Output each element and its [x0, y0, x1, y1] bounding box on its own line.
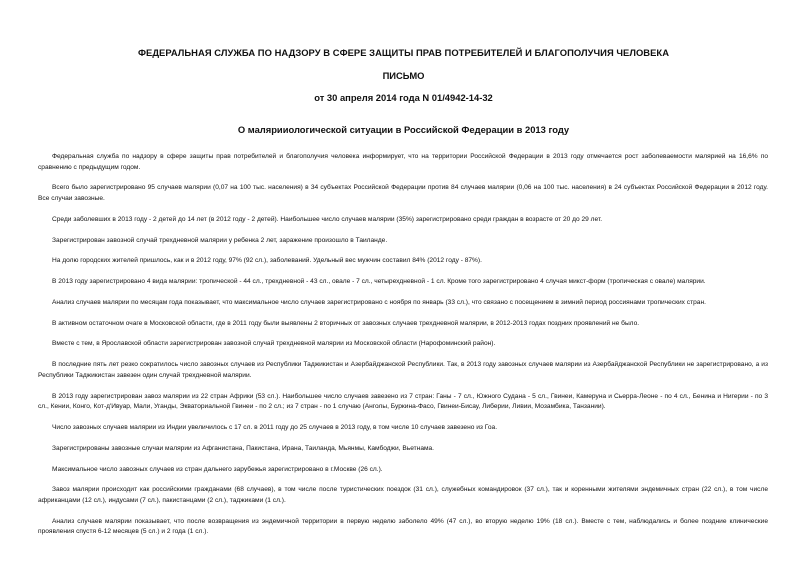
paragraph: Анализ случаев малярии по месяцам года показывает, что максимальное число случаев зарегистрировано с ноября по январь (33 сл.), что связано с посещением в зимний период россиянами тропических стран. — [52, 298, 706, 306]
paragraph: На долю городских жителей пришлось, как и в 2012 году, 97% (92 сл.), заболеваний. Удельный вес мужчин составил 84% (2012 году - 87%). — [52, 257, 482, 265]
document-subject: О малярииологической ситуации в Российской Федерации в 2013 году — [237, 124, 570, 135]
paragraph: Максимальное число завозных случаев из стран дальнего зарубежья зарегистрировано в г.Москве (26 сл.). — [52, 465, 383, 473]
paragraph: Завоз малярии происходит как российскими гражданами (68 случаев), в том числе после туристических поездок (31 сл.), служебных командировок (37 сл.), так и коренными жителями эндемичных стран (22 сл.), в том числе африканцами (12 сл.), индусами (7 сл.), пакистанцами (2 сл.), таджиками (1 сл.). — [38, 486, 768, 504]
paragraph: Зарегистрированы завозные случаи малярии из Афганистана, Пакистана, Ирана, Таиланда, Мьянмы, Камбоджи, Вьетнама. — [52, 444, 435, 452]
paragraph: Всего было зарегистрировано 95 случаев малярии (0,07 на 100 тыс. населения) в 34 субъектах Российской Федерации против 84 случаев малярии (0,06 на 100 тыс. населения) в 24 субъектах Российской Федерации в 2012 году. Все случаи завозные. — [38, 184, 768, 202]
paragraph: Федеральная служба по надзору в сфере защиты прав потребителей и благополучия человека информирует, что на территории Российской Федерации в 2013 году отмечается рост заболеваемости малярией на 16,6% по сравнению с предыдущим годом. — [38, 153, 768, 171]
paragraph: В активном остаточном очаге в Московской области, где в 2011 году были выявлены 2 вторичных от завозных случаев трехдневной малярии, в 2012-2013 годах поздних проявлений не было. — [52, 319, 640, 327]
paragraph: В 2013 году зарегистрирован завоз малярии из 22 стран Африки (53 сл.). Наибольшее число случаев завезено из 7 стран: Ганы - 7 сл., Южного Судана - 5 сл., Гвинеи, Камеруна и Сьерра-Леоне - по 4 сл., Бенина и Нигерии - по 3 сл., Кении, Конго, Кот-д'Ивуар, Мали, Уганды, Экваториальной Гвинеи - по 2 сл.; из 7 стран - по 1 случаю (Анголы, Буркина-Фасо, Гвинеи-Бисау, Либерии, Ливии, Мозамбика, Танзании). — [38, 392, 768, 411]
document-date-number: от 30 апреля 2014 года N 01/4942-14-32 — [314, 92, 493, 103]
organization-title: ФЕДЕРАЛЬНАЯ СЛУЖБА ПО НАДЗОРУ В СФЕРЕ ЗАЩИТЫ ПРАВ ПОТРЕБИТЕЛЕЙ И БЛАГОПОЛУЧИЯ ЧЕЛОВЕКА — [137, 47, 670, 58]
paragraph: В последние пять лет резко сократилось число завозных случаев из Республики Таджикистан и Азербайджанской Республики. Так, в 2013 году завозных случаев малярии из Азербайджанской Республики не зарегистрировано, а из Республики Таджикистан завезен один случай трехдневной малярии. — [38, 361, 768, 379]
paragraph: В 2013 году зарегистрировано 4 вида малярии: тропической - 44 сл., трехдневной - 43 сл., овале - 7 сл., четырехдневной - 1 сл. Кроме того зарегистрировано 4 случая микст-форм (тропическая с овале) малярии. — [52, 278, 706, 286]
paragraph: Зарегистрирован завозной случай трехдневной малярии у ребенка 2 лет, заражение произошло в Таиланде. — [52, 236, 388, 244]
paragraph: Среди заболевших в 2013 году - 2 детей до 14 лет (в 2012 году - 2 детей). Наибольшее число случаев малярии (35%) зарегистрировано среди граждан в возрасте от 20 до 29 лет. — [52, 215, 603, 223]
paragraph: Число завозных случаев малярии из Индии увеличилось с 17 сл. в 2011 году до 25 случаев в 2013 году, в том числе 10 случаев завезено из Гоа. — [52, 423, 498, 431]
paragraph: Анализ случаев малярии показывает, что после возвращения из эндемичной территории в первую неделю заболело 49% (47 сл.), во вторую неделю 19% (18 сл.). Вместе с тем, наблюдались и более поздние клинические проявления спустя 6-12 месяцев (5 сл.) и 2 года (1 сл.). — [38, 517, 768, 536]
document-type: ПИСЬМО — [382, 70, 425, 81]
paragraph: Вместе с тем, в Ярославской области зарегистрирован завозной случай трехдневной малярии из Московской области (Нарофоминский район). — [52, 340, 496, 348]
letter-body — [38, 152, 768, 548]
